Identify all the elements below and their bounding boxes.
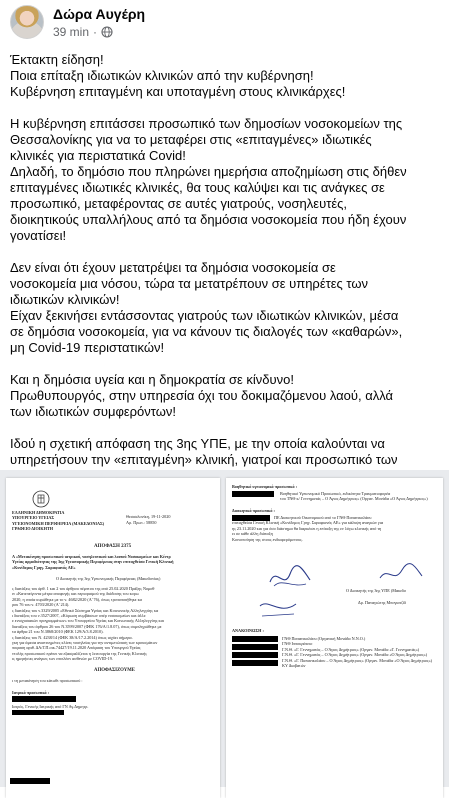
- document-line: διατάξεις του άρθρου 26 του Ν.3599/2007 (ΦΕΚ 176/Α/1.8.07), όπως συμπληρώθηκε με: [12, 623, 162, 629]
- document-page-left: [6, 478, 220, 798]
- post-text-line: κλινικές για περιστατικά Covid!: [10, 148, 186, 163]
- post-text-line: Πρωθυπουργός, στην υπηρεσία όχι του δοκιμαζόμενου λαού, αλλά: [10, 388, 394, 403]
- document-line: ς διατάξεις του άρθ. 1 και 2 του άρθρου πέμπτου της από 25.02.2020 Πράξης Νομοθ: [12, 586, 155, 591]
- post-text-line: μη Covid-19 περιστατικών!: [10, 340, 165, 355]
- decision-number: ΑΠΟΦΑΣΗ 2375: [94, 544, 132, 549]
- post-meta: [53, 25, 113, 39]
- post-text-line: Είχαν ξεκινήσει εντάσσοντας γιατρούς των ιδιωτικών κλινικών, μέσα: [10, 308, 399, 323]
- governor-line: Ο Διοικητής της 3ης Υγειονομικής Περιφέρειας (Μακεδονίας): [56, 576, 161, 581]
- post-paragraph: [10, 372, 442, 420]
- staff-heading: Ιατρικό προσωπικό :: [12, 690, 50, 695]
- post-text-line: υπηρετήσουν την «επιταγμένη» κλινική, γιατροί και προσωπικό των: [10, 452, 398, 467]
- redaction-bar: [12, 710, 64, 715]
- post-text-line: Κυβέρνηση επιταγμένη και υποταγμένη στους κλινικάρχες!: [10, 84, 346, 99]
- decide-line: ι τη μετακίνηση του κάτωθι προσωπικού :: [12, 678, 83, 683]
- document-line: τα άρθρα 21 του Ν.3868/2010 (ΦΕΚ 129/Α/3.8.2010).: [12, 629, 104, 635]
- post-text-line: σε δημόσια νοσοκομεία, για να κάνουν τις διαλογές των «καθαρών»,: [10, 324, 403, 339]
- avatar[interactable]: [10, 5, 44, 39]
- document-line: ρου 76 του ν. 4703/2020 (Α' 214).: [12, 602, 70, 608]
- document-line: ιν «Κατεπείγοντα μέτρα αποφυγής και περιορισμού της διάδοσης του κορω: [12, 591, 139, 597]
- post-text-line: γονατίσει!: [10, 228, 67, 243]
- post-text-line: Δηλαδή, το δημόσιο που πληρώνει ημερήσια αποζημίωση στις δήθεν: [10, 164, 407, 179]
- post-text: [10, 52, 442, 500]
- distribution-line: Γ.Ν.Θ. «Γ. Γεννηματάς – Ο Άγιος Δημήτριος» (Οργαν. Μονάδα «Γ. Γεννηματάς»): [282, 646, 420, 652]
- document-line: ντολής προσωπικού πρέπει να εξασφαλίζεται η λειτουργία της Γενικής Κλινικής: [12, 650, 147, 656]
- staff-line: Ιατρός, Γενικής Ιατρικής από ΓΝ Αγ.Δημητρ.: [12, 704, 89, 709]
- signer-title: Ο Διοικητής της 3ης ΥΠΕ (Μακεδο: [346, 588, 407, 593]
- document-line: ι διατάξεις του ν.3527/2007, «Κύρωση συμβάσεων υπέρ νοσοκομείων και άλλε: [12, 613, 146, 619]
- document-page-right: [226, 478, 443, 798]
- document-line: 2020, η οποία κυρώθηκε με το ν. 4682/2020 (Α' 76), όπως τροποποιήθηκε κα: [12, 596, 142, 602]
- post-text-line: Ποια επίταξη ιδιωτικών κλινικών από την κυβέρνηση!: [10, 68, 314, 83]
- post-paragraph: [10, 52, 442, 100]
- post-header: [0, 0, 449, 44]
- document-line: ποφαση αριθ. ΔΑ/Γ.Π.οικ.74427/19.11.2020 Απόφαση του Υπουργού Υγείας: [12, 645, 141, 651]
- post-text-line: Η κυβέρνηση επιτάσσει προσωπικό των δημοσίων νοσοκομείων της: [10, 116, 403, 131]
- document-line: ς διατάξεις του ν.3329/2005 «Εθνικό Σύστημα Υγείας και Κοινωνικής Αλληλεγγύης κα: [12, 607, 159, 613]
- distribution-heading: ΑΝΑΚΟΙΝΩΣΗ :: [232, 628, 264, 633]
- post-text-line: Ιδού η σχετική απόφαση της 3ης ΥΠΕ, με την οποία καλούνται να: [10, 436, 385, 451]
- document-line: ει σε κάθε άλλη διάταξη: [232, 531, 273, 537]
- subject-line: Υγείας αρμοδιότητας της 3ης Υγειονομικής Περιφέρειας στην επιταχθείσα Γενική Κλινική: [12, 559, 174, 565]
- post-text-line: Έκτακτη είδηση!: [10, 52, 104, 67]
- signature-image: [266, 564, 316, 592]
- subject-line: Α «Μετακίνηση προσωπικού ιατρικού, νοσηλευτικού και λοιπού Νοσοκομείων και Κέντρ: [12, 554, 171, 559]
- signer-name: Δρ. Παναγιώτης Μπογιατζίδ: [358, 600, 407, 605]
- post-text-line: Δεν είναι ότι έχουν μετατρέψει τα δημόσια νοσοκομεία σε: [10, 260, 336, 275]
- post-text-line: Θεσσαλονίκης για να το μεταφέρει στις «επιταγμένες» ιδιωτικές: [10, 132, 372, 147]
- redaction-bar: [232, 644, 278, 650]
- stamp-image: [256, 596, 300, 622]
- globe-icon: [101, 26, 113, 38]
- document-line: Κοινοποίηση της στους ενδιαφερόμενους.: [232, 536, 303, 542]
- redaction-bar: [232, 652, 278, 658]
- letterhead-line: ΥΓΕΙΟΝΟΜΙΚΗ ΠΕΡΙΦΕΡΕΙΑ (ΜΑΚΕΔΟΝΙΑΣ): [12, 520, 105, 526]
- document-line: επιταχθείσα Γενική Κλινική «Κυνίδεμος Γρηγ. Σαραφιανός ΑΕ» για κάλυψη αναγκών για: [232, 520, 384, 526]
- redaction-bar: [12, 696, 76, 702]
- place-date: Θεσσαλονίκη, 19-11-2020: [126, 514, 171, 519]
- letterhead-line: ΥΠΟΥΡΓΕΙΟ ΥΓΕΙΑΣ: [12, 515, 55, 521]
- redaction-bar: [232, 660, 278, 666]
- redaction-bar: [10, 778, 50, 784]
- post-paragraph: [10, 260, 442, 356]
- nursing-heading: Βοηθητικό υγειονομικό προσωπικό :: [232, 484, 297, 489]
- post-text-line: ιδιωτικών κλινικών!: [10, 292, 120, 307]
- document-line: Βοηθητικό Υγειονομικό Προσωπικό, ειδικότητα Τραυματιοφορέα: [280, 491, 391, 496]
- distribution-line: ΓΝΘ Ιπποκράτειο: [282, 641, 313, 647]
- document-line: γκη για άμεσα αναπτυγμένες κλίνες νοσηλείας για την αντιμετώπιση των κρουσμάτων: [12, 640, 158, 646]
- signature-image: [376, 562, 426, 588]
- letterhead-line: ΓΡΑΦΕΙΟ ΔΙΟΙΚΗΤΗ: [12, 526, 53, 532]
- document-line: ε ενισχυσιακών προγραμμάτων» του Υπουργείου Υγείας και Κοινωνικής Αλληλεγγύης και: [12, 618, 164, 624]
- redaction-bar: [232, 636, 278, 642]
- document-line: ΠΕ Διοικητικού Οικονομικού από το ΓΝΘ Παπανικολάου: [274, 515, 372, 520]
- decide-heading: ΑΠΟΦΑΣΙΖΟΥΜΕ: [94, 668, 135, 673]
- redaction-bar: [232, 491, 274, 497]
- document-line: ς διατάξεις του Ν. 4238/14 (ΦΕΚ 38/Α/17.2.2014) όπως ισχύει σήμερα.: [12, 634, 133, 640]
- post-time[interactable]: 39 min: [53, 25, 90, 39]
- subject-line: «Κυνίδεμος Γρηγ. Σαραφιανός ΑΕ»: [12, 564, 76, 570]
- author-name[interactable]: Δώρα Αυγέρη: [53, 6, 146, 22]
- post-text-line: των ιδιωτικών συμφερόντων!: [10, 404, 177, 419]
- protocol-number: Αρ. Πρωτ.: 58850: [126, 520, 157, 525]
- admin-heading: Διοικητικό προσωπικό :: [232, 508, 275, 513]
- distribution-line: Γ.Ν.Θ. «Γ. Γεννηματάς – Ο Άγιος Δημήτριος» (Οργαν. Μονάδα «Ο Άγιος Δημήτριος»): [282, 652, 428, 658]
- distribution-line: ΚΥ Διαβατών: [282, 663, 306, 669]
- document-line: ις ημερήσιες ανάγκες των επιπλέον ασθενών με COVID-19.: [12, 656, 113, 662]
- distribution-line: Γ.Ν.Θ. «Γ. Παπανικολάου – Ο Άγιος Δημήτριος» (Οργαν. Μονάδα «Ο Άγιος Δημήτριος»): [282, 657, 433, 663]
- post-text-line: Και η δημόσια υγεία και η δημοκρατία σε κίνδυνο!: [10, 372, 294, 387]
- letterhead-line: ΕΛΛΗΝΙΚΗ ΔΗΜΟΚΡΑΤΙΑ: [12, 510, 65, 515]
- post-text-line: νοσοκομεία μια νόσου, τώρα τα μετατρέπουν σε υπηρέτες των: [10, 276, 369, 291]
- attached-document-image[interactable]: [0, 470, 449, 787]
- greek-emblem-icon: [32, 490, 50, 508]
- meta-separator: ·: [93, 25, 98, 39]
- post-text-line: προσωπικό, μεταφέροντας σε αυτές γιατρούς, νοσηλευτές,: [10, 196, 348, 211]
- post-paragraph: [10, 116, 442, 244]
- post-text-line: επιταγμένες ιδιωτικές κλινικές, θα τους καλύψει και τις ανάγκες σε: [10, 180, 385, 195]
- distribution-line: ΓΝΘ Παπανικολάου (Οργανική Μονάδα Ν.Ν.Ο.): [282, 636, 366, 641]
- post-text-line: διοικητικούς υπαλλήλους από τα δημόσια νοσοκομεία που ήδη έχουν: [10, 212, 407, 227]
- document-line: του ΤΝΘ κ/ Γεννηματάς – Ο Άγιος Δημήτριος» (Οργαν. Μονάδα «Ο Άγιος Δημήτριος»): [280, 496, 428, 502]
- document-line: ης 23.11.2020 και για όσο διάστημα θα διαρκέσει η επίταξη της εν λόγω κλινικής από τη: [232, 525, 382, 531]
